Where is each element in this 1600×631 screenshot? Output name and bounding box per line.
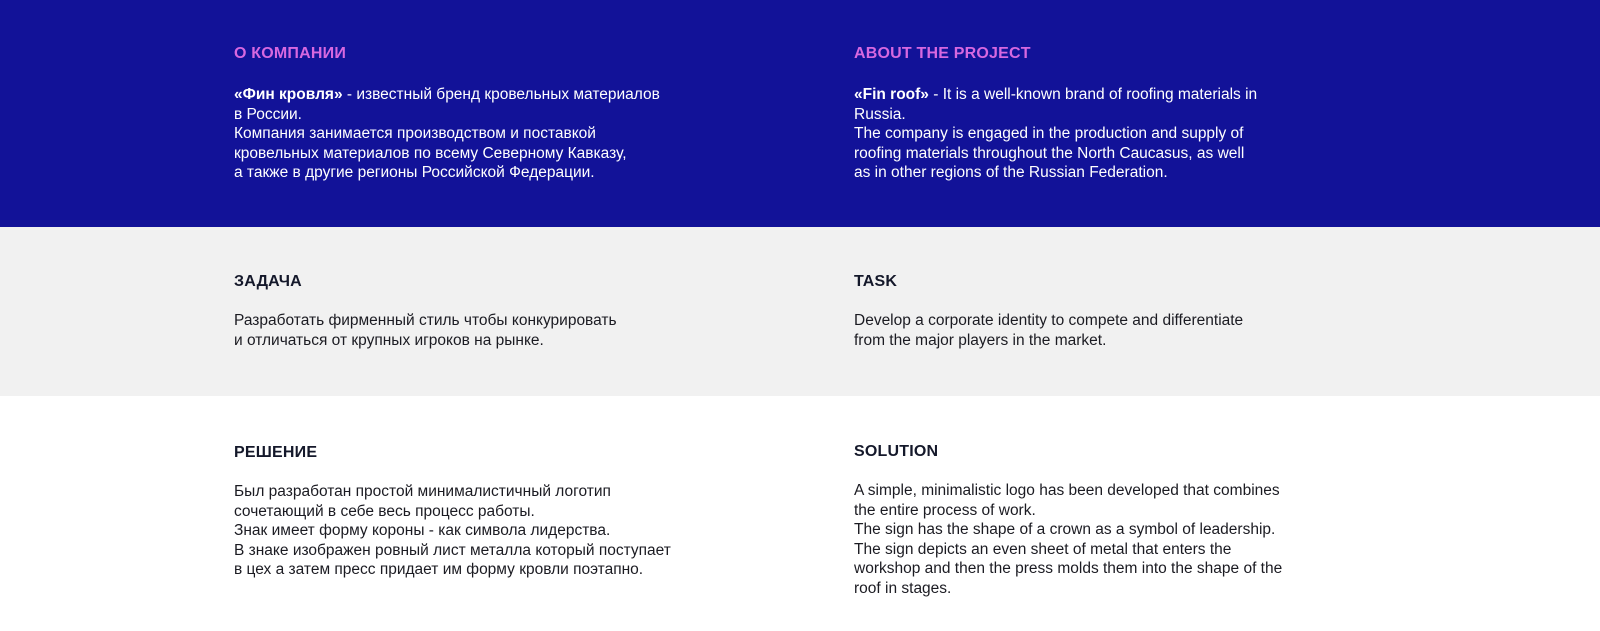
solution-en-line: workshop and then the press molds them into the shape of the [854, 560, 1283, 577]
task-ru-line: и отличаться от крупных игроков на рынке. [234, 331, 544, 349]
brand-name-en: «Fin roof» [854, 86, 929, 103]
about-en-heading: ABOUT THE PROJECT [854, 45, 1031, 62]
solution-ru-line: сочетающий в себе весь процесс работы. [234, 502, 535, 520]
about-ru-line: Компания занимается производством и поставкой [234, 125, 596, 142]
task-en-line: from the major players in the market. [854, 331, 1107, 349]
about-section [0, 0, 1600, 227]
about-en-line: The company is engaged in the production and supply of [854, 125, 1244, 142]
task-ru-column [234, 273, 617, 350]
solution-ru-line: В знаке изображен ровный лист металла который поступает [234, 541, 671, 559]
solution-en-line: The sign depicts an even sheet of metal that enters the [854, 540, 1232, 558]
solution-ru-column [234, 444, 671, 580]
about-en-line: Russia. [854, 105, 906, 123]
about-ru-column [234, 45, 660, 183]
task-en-line: Develop a corporate identity to compete and differentiate [854, 312, 1244, 329]
about-en-line: as in other regions of the Russian Federation. [854, 164, 1168, 181]
solution-en-text [854, 481, 1282, 598]
about-ru-line-1 [234, 85, 660, 105]
brand-name-ru: «Фин кровля» [234, 86, 343, 103]
task-en-column [854, 273, 1243, 350]
about-en-line-1 [854, 85, 1257, 105]
solution-en-heading: SOLUTION [854, 443, 939, 460]
about-en-line-1-rest: - It is a well-known brand of roofing materials in [928, 86, 1258, 103]
task-ru-text [234, 311, 617, 350]
about-en-column [854, 45, 1257, 183]
about-ru-line: кровельных материалов по всему Северному Кавказу, [234, 144, 627, 162]
solution-en-line: The sign has the shape of a crown as a symbol of leadership. [854, 521, 1276, 538]
about-en-line: roofing materials throughout the North Caucasus, as well [854, 144, 1245, 162]
about-ru-line: а также в другие регионы Российской Федерации. [234, 164, 595, 181]
task-section [0, 227, 1600, 396]
solution-ru-heading: РЕШЕНИЕ [234, 444, 318, 461]
solution-ru-text [234, 482, 671, 580]
task-ru-line: Разработать фирменный стиль чтобы конкурировать [234, 312, 617, 329]
solution-en-line: roof in stages. [854, 579, 952, 597]
solution-section [0, 396, 1600, 631]
task-en-text [854, 311, 1243, 350]
solution-en-line: A simple, minimalistic logo has been developed that combines [854, 482, 1280, 499]
about-ru-line: в России. [234, 105, 302, 123]
solution-ru-line: Был разработан простой минималистичный логотип [234, 483, 611, 500]
solution-ru-line: Знак имеет форму короны - как символа лидерства. [234, 522, 611, 539]
solution-en-line: the entire process of work. [854, 501, 1036, 519]
about-ru-heading: О КОМПАНИИ [234, 45, 347, 62]
solution-ru-line: в цех а затем пресс придает им форму кровли поэтапно. [234, 561, 644, 578]
about-ru-text [234, 85, 660, 183]
task-ru-heading: ЗАДАЧА [234, 273, 302, 290]
about-en-text [854, 85, 1257, 183]
task-en-heading: TASK [854, 273, 898, 290]
about-ru-line-1-rest: - известный бренд кровельных материалов [342, 86, 660, 103]
solution-en-column [854, 443, 1282, 598]
